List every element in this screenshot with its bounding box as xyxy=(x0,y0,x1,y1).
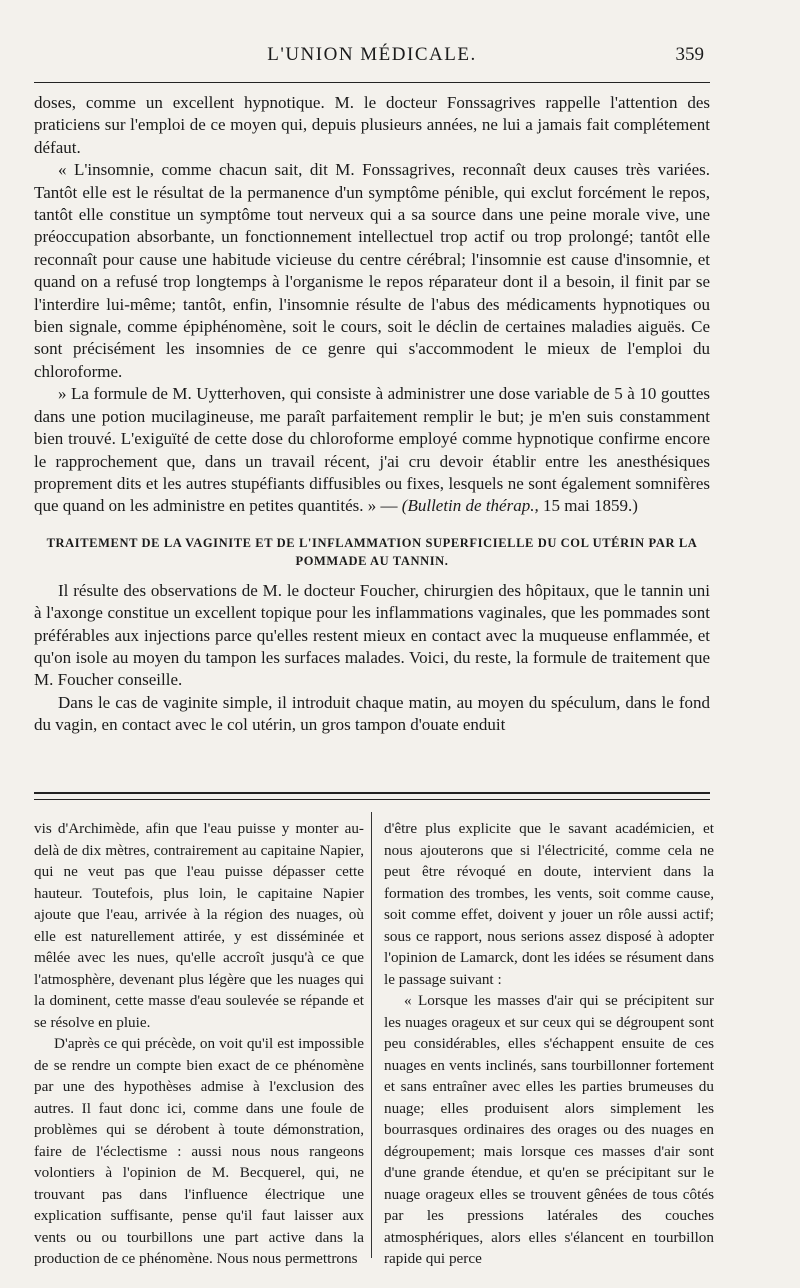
section-heading: TRAITEMENT DE LA VAGINITE ET DE L'INFLAMMATION SUPERFICIELLE DU COL UTÉRIN PAR LA POMMADE AU TANNIN. xyxy=(46,535,698,568)
paragraph: « Lorsque les masses d'air qui se précipitent sur les nuages orageux et sur ceux qui se dégroupent sont peu considérables, elles s'échappent ensuite de ces nuages en vents inclinés, sans tourbillonner fortement et sans entraîner avec elles les parties brumeuses du nuage; elles produisent alors simplement les bourrasques ordinaires des orages ou des nuages en dégroupement; mais lorsque ces masses d'air sont d'une grande étendue, et qu'en se précipitant sur le nuage orageux elles se trouvent gênées de tous côtés par les pressions latérales des couches atmosphériques, alors elles s'élancent en tourbillon rapide qui perce xyxy=(384,992,714,1267)
running-title: L'UNION MÉDICALE. xyxy=(267,44,477,65)
paragraph: vis d'Archimède, afin que l'eau puisse y monter au-delà de dix mètres, contrairement au capitaine Napier, qui ne veut pas que l'eau puisse dépasser cette hauteur. Toutefois, plus loin, le capitaine Napier ajoute que l'eau, arrivée à la région des nuages, où elle est naturellement attirée, y est disséminée et mêlée avec les nues, qu'elle accroît jusqu'à ce que l'atmosphère, devenant plus légère que les nuages qui la dominent, cette masse d'eau soulevée se répande et se résolve en pluie. xyxy=(34,820,364,1031)
main-text xyxy=(34,92,710,737)
paragraph xyxy=(34,383,710,517)
paragraph: doses, comme un excellent hypnotique. M. le docteur Fonssagrives rappelle l'attention des praticiens sur l'emploi de ce moyen qui, depuis plusieurs années, ne lui a jamais fait complétement défaut. xyxy=(34,93,710,157)
feuilleton-right-column xyxy=(384,818,714,1270)
paragraph: « L'insomnie, comme chacun sait, dit M. Fonssagrives, reconnaît deux causes très variées. Tantôt elle est le résultat de la permanence d'un symptôme pénible, qui exclut forcément le repos, tantôt elle constitue un symptôme tout nerveux qui a sa source dans une peine morale vive, une préoccupation absorbante, un fonctionnement intellectuel trop actif ou trop prolongé; tantôt elle reconnaît pour cause une habitude vicieuse du centre cérébral; l'insomnie est cause d'insomnie, et quand on a refusé trop longtemps à l'organisme le repos réparateur dont il a besoin, il finit par se l'interdire lui-même; tantôt, enfin, l'insomnie résulte de l'abus des médicaments hypnotiques ou bien signale, comme épiphénomène, soit le cours, soit le déclin de certaines maladies aiguës. Ce sont précisément les insomnies de ce genre qui s'accommodent le mieux de l'emploi du chloroforme. xyxy=(34,160,710,381)
citation-source: (Bulletin de thérap., xyxy=(401,496,539,516)
paragraph: D'après ce qui précède, on voit qu'il est impossible de se rendre un compte bien exact de ce phénomène par une des hypothèses admise à l'exclusion des autres. Il faut donc ici, comme dans une foule de problèmes qui se dérobent à toute démonstration, faire de l'éclectisme : aussi nous nous rangeons volontiers à l'opinion de M. Becquerel, qui, ne trouvant pas dans l'influence électrique une explication suffisante, pense qu'il faut laisser aux vents ou ou tourbillons une part active dans la production de ce phénomène. Nous nous permettrons xyxy=(34,1035,364,1267)
paragraph: Il résulte des observations de M. le docteur Foucher, chirurgien des hôpitaux, que le tannin uni à l'axonge constitue un excellent topique pour les inflammations vaginales, que les pommades sont préférables aux injections parce qu'elles restent mieux en contact avec la muqueuse enflammée, et qu'on isole au moyen du tampon les surfaces malades. Voici, du reste, la formule de traitement que M. Foucher conseille. xyxy=(34,580,710,690)
column-divider xyxy=(371,812,372,1258)
paragraph: Dans le cas de vaginite simple, il introduit chaque matin, au moyen du spéculum, dans le fond du vagin, en contact avec le col utérin, un gros tampon d'ouate enduit xyxy=(34,692,710,735)
feuilleton-left-column xyxy=(34,818,364,1270)
citation-date: 15 mai 1859.) xyxy=(538,496,638,516)
feuilleton-separator xyxy=(34,792,710,800)
header-rule xyxy=(34,82,710,83)
section-body xyxy=(34,580,710,737)
page-header xyxy=(34,44,710,78)
page-number: 359 xyxy=(675,44,704,65)
paragraph: d'être plus explicite que le savant académicien, et nous ajouterons que si l'électricité, comme cela ne peut être révoqué en doute, intervient dans la formation des trombes, les vents, soit comme cause, soit comme effet, doivent y jouer un rôle aussi actif; sous ce rapport, nous serions assez disposé à adopter l'opinion de Lamarck, dont les idées se résument dans le passage suivant : xyxy=(384,820,714,988)
paragraph-text: » La formule de M. Uytterhoven, qui consiste à administrer une dose variable de 5 à 10 gouttes dans une potion mucilagineuse, me paraît parfaitement remplir le but; je m'en suis constamment bien trouvé. L'exiguïté de cette dose du chloroforme employé comme hypnotique confirme encore le rapprochement que, dans un travail récent, j'ai cru devoir établir entre les anesthésiques proprement dits et les autres stupéfiants diffusibles ou fixes, lesquels ne sont également somnifères que quand on les administre en petites quantités. » — xyxy=(34,384,710,516)
